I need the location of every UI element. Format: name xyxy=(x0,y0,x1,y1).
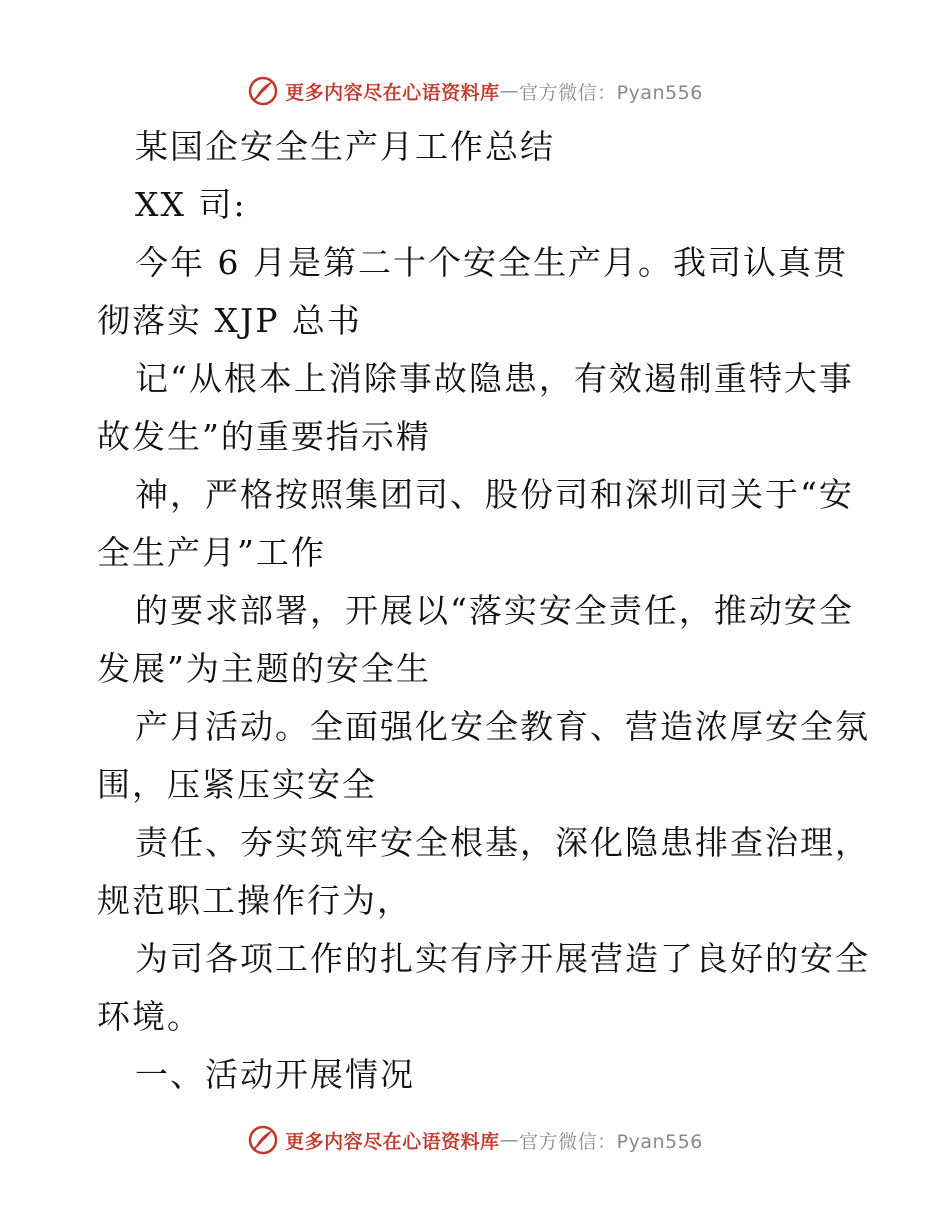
paragraph-line: 产月活动。全面强化安全教育、营造浓厚安全氛 xyxy=(135,707,870,746)
watermark-banner-top xyxy=(0,69,950,113)
document-body xyxy=(97,118,870,1104)
section-heading: 一、活动开展情况 xyxy=(135,1055,415,1094)
watermark-banner-bottom xyxy=(0,1118,950,1162)
paragraph-line: 发展”为主题的安全生 xyxy=(97,649,431,688)
document-title: 某国企安全生产月工作总结 xyxy=(135,127,555,166)
feather-circle-logo-icon xyxy=(247,75,279,107)
paragraph-line: 的要求部署，开展以“落实安全责任，推动安全 xyxy=(135,591,854,630)
paragraph-line: 环境。 xyxy=(97,997,202,1036)
paragraph-line: 规范职工操作行为， xyxy=(97,881,412,920)
feather-circle-logo-icon xyxy=(247,1124,279,1156)
watermark-main-text: 更多内容尽在心语资料库 xyxy=(285,1130,500,1153)
watermark-contact-text: 官方微信：Pyan556 xyxy=(519,81,703,104)
watermark-main-text: 更多内容尽在心语资料库 xyxy=(285,81,500,104)
watermark-separator: — xyxy=(499,80,520,102)
paragraph-line: 今年 6 月是第二十个安全生产月。我司认真贯 xyxy=(135,243,848,282)
paragraph-line: 责任、夯实筑牢安全根基，深化隐患排查治理， xyxy=(135,823,870,862)
paragraph-line: 全生产月”工作 xyxy=(97,533,326,572)
paragraph-line: 故发生”的重要指示精 xyxy=(97,417,431,456)
paragraph-line: 为司各项工作的扎实有序开展营造了良好的安全 xyxy=(135,939,870,978)
paragraph-line: 神，严格按照集团司、股份司和深圳司关于“安 xyxy=(135,475,854,514)
paragraph-line: 围，压紧压实安全 xyxy=(97,765,377,804)
paragraph-line: 记“从根本上消除事故隐患，有效遏制重特大事 xyxy=(135,359,854,398)
paragraph-line: 彻落实 XJP 总书 xyxy=(97,301,362,340)
watermark-separator: — xyxy=(499,1129,520,1151)
watermark-contact-text: 官方微信：Pyan556 xyxy=(519,1130,703,1153)
addressee-line: XX 司: xyxy=(135,185,247,224)
